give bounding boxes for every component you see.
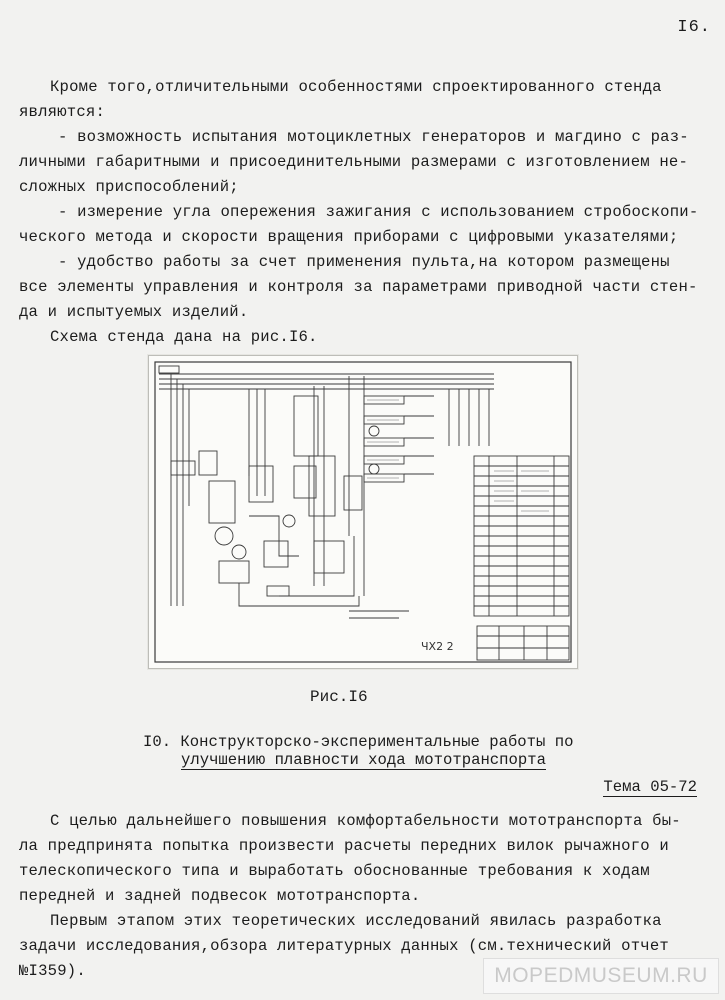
intro-line: все элементы управления и контроля за параметрами приводной части стен-: [19, 278, 698, 296]
intro-line: сложных приспособлений;: [19, 178, 239, 196]
section-title-line1: I0. Конструкторско-экспериментальные работы по: [143, 733, 574, 751]
topic-label: Тема 05-72: [603, 778, 697, 796]
intro-line: личными габаритными и присоединительными размерами с изготовлением не-: [19, 153, 689, 171]
section-title-line2: улучшению плавности хода мототранспорта: [181, 751, 546, 769]
page-number: I6.: [677, 18, 711, 37]
intro-line: - возможность испытания мотоциклетных генераторов и магдино с раз-: [58, 128, 689, 146]
body-line: Первым этапом этих теоретических исследований явилась разработка: [50, 912, 662, 930]
intro-line: - измерение угла опережения зажигания с использованием стробоскопи-: [58, 203, 699, 221]
watermark: MOPEDMUSEUM.RU: [483, 958, 719, 994]
figure-caption: Рис.I6: [310, 688, 368, 706]
intro-line: ческого метода и скорости вращения приборами с цифровыми указателями;: [19, 228, 679, 246]
circuit-diagram-figure: [148, 355, 578, 669]
body-line: телескопического типа и выработать обоснованные требования к ходам: [19, 862, 650, 880]
intro-line: Кроме того,отличительными особенностями спроектированного стенда: [50, 78, 662, 96]
body-line: ла предпринята попытка произвести расчеты передних вилок рычажного и: [19, 837, 669, 855]
body-line: передней и задней подвесок мототранспорта.: [19, 887, 421, 905]
intro-line: Схема стенда дана на рис.I6.: [50, 328, 318, 346]
body-line: С целью дальнейшего повышения комфортабельности мототранспорта бы-: [50, 812, 681, 830]
intro-line: да и испытуемых изделий.: [19, 303, 249, 321]
body-line: задачи исследования,обзора литературных данных (см.технический отчет: [19, 937, 669, 955]
intro-line: - удобство работы за счет применения пульта,на котором размещены: [58, 253, 670, 271]
schematic-drawing: [149, 356, 577, 668]
intro-line: являются:: [19, 103, 106, 121]
body-line: №I359).: [19, 962, 86, 980]
sheet-mark: ЧХ2 2: [421, 640, 454, 653]
